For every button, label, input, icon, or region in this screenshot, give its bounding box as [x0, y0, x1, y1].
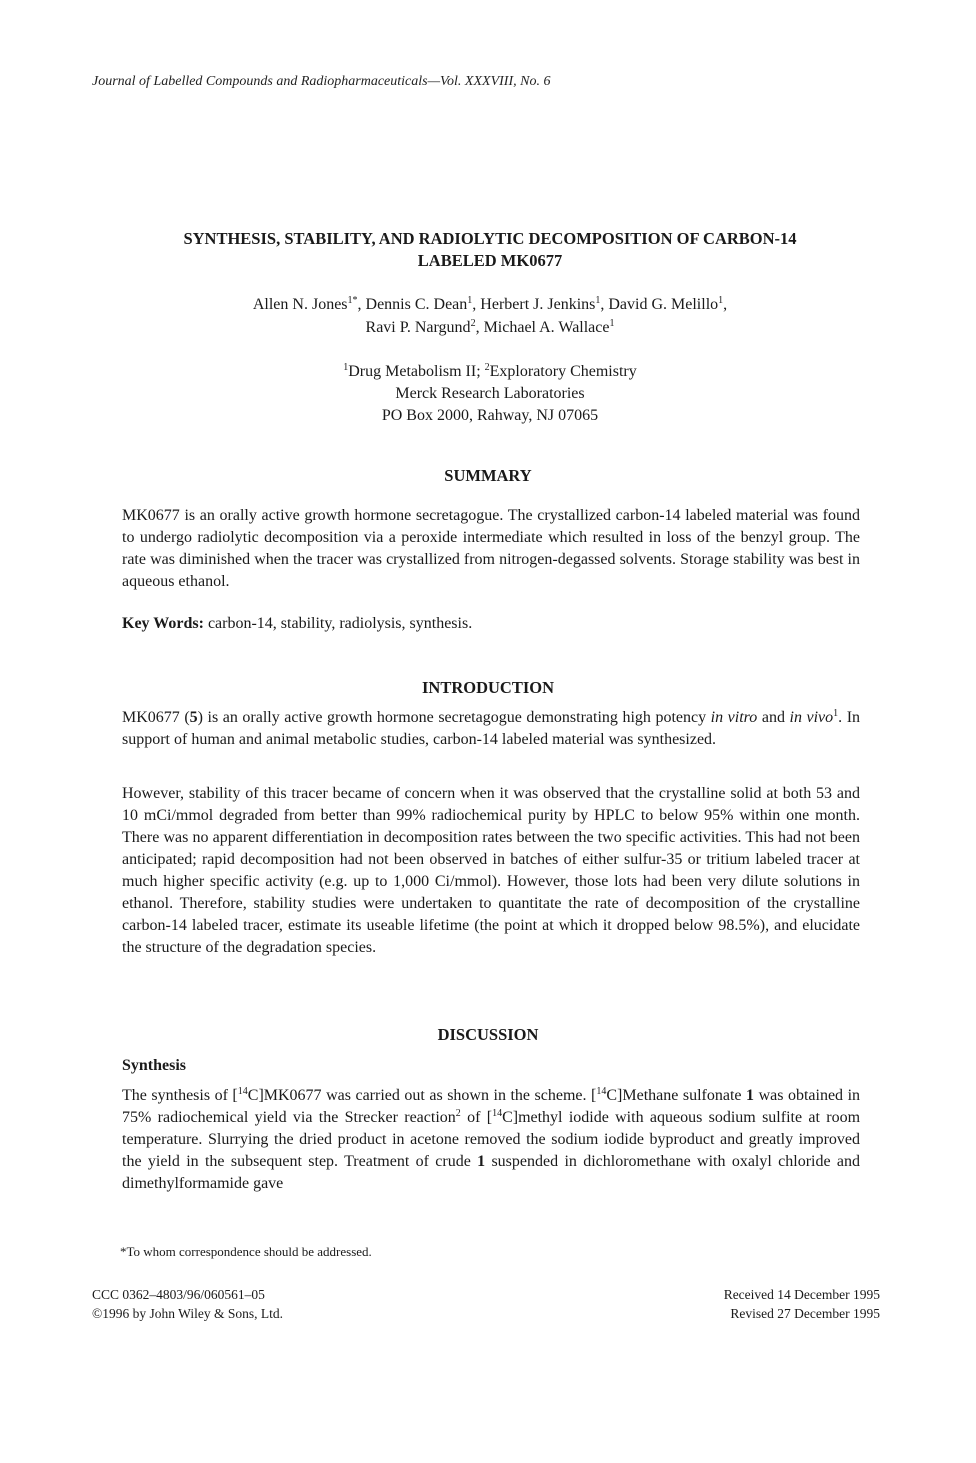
- author-line-1: Allen N. Jones$^{1*}$, Dennis C. Dean$^1$, Herbert J. Jenkins$^1$, David G. Melillo$^1$,: [252, 295, 728, 313]
- keywords-label: Key Words:: [122, 615, 204, 632]
- correspondence-footnote: *To whom correspondence should be addressed.: [120, 1244, 372, 1259]
- author-name: Herbert J. Jenkins: [480, 296, 596, 313]
- footer-right: [724, 1285, 880, 1323]
- author-name: Allen N. Jones: [252, 296, 348, 313]
- author-affiliation-mark: 1: [609, 318, 615, 329]
- author-affiliation-mark: 1: [467, 295, 473, 306]
- author-affiliation-mark: 1: [718, 295, 724, 306]
- running-head: Journal of Labelled Compounds and Radiopharmaceuticals—Vol. XXXVIII, No. 6: [92, 74, 551, 89]
- affiliation-organization: Merck Research Laboratories: [395, 385, 585, 402]
- affiliation-block: [200, 361, 780, 427]
- discussion-heading: DISCUSSION: [437, 1025, 539, 1044]
- synthesis-subheading: Synthesis: [122, 1057, 187, 1074]
- ccc-code: CCC 0362–4803/96/060561–05: [92, 1287, 265, 1302]
- author-line-2: Ravi P. Nargund$^2$, Michael A. Wallace$^1$: [365, 318, 615, 336]
- summary-paragraph: MK0677 is an orally active growth hormone secretagogue. The crystallized carbon-14 labeled material was found to undergo radiolytic decomposition via a peroxide intermediate which resulted in loss of the benzyl group. The rate was diminished when the tracer was crystallized from nitrogen-degassed solvents. Storage stability was best in aqueous ethanol.: [122, 507, 860, 590]
- copyright-line: ©1996 by John Wiley & Sons, Ltd.: [92, 1306, 283, 1321]
- introduction-paragraph-1: MK0677 (5) is an orally active growth hormone secretagogue demonstrating high potency in vitro and in vivo$^1$. In support of human and animal metabolic studies, carbon-14 labeled material was synthesized.: [122, 708, 861, 748]
- summary-heading: SUMMARY: [444, 466, 532, 485]
- author-name: Michael A. Wallace: [483, 319, 610, 336]
- synthesis-paragraph: The synthesis of [$^{14}$C]MK0677 was carried out as shown in the scheme. [$^{14}$C]Methane sulfonate 1 was obtained in 75% radiochemical yield via the Strecker reaction$^2$ of [$^{14}$C]methyl iodide with aqueous sodium sulfite at room temperature. Slurrying the dried product in acetone removed the sodium iodide byproduct and greatly improved the yield in the subsequent step. Treatment of crude 1 suspended in dichloromethane with oxalyl chloride and dimethylformamide gave: [122, 1086, 861, 1192]
- title-line-2: LABELED MK0677: [417, 251, 563, 270]
- introduction-paragraph-2: However, stability of this tracer became of concern when it was observed that the crystalline solid at both 53 and 10 mCi/mmol degraded from better than 99% radiochemical purity by HPLC to below 95% within one month. There was no apparent differentiation in decomposition rates between the two specific activities. This had not been anticipated; rapid decomposition had not been observed in batches of either sulfur-35 or tritium labeled tracer at much higher specific activity (e.g. up to 1,000 Ci/mmol). However, those lots had been very dilute solutions in ethanol. Therefore, stability studies were undertaken to quantitate the rate of decomposition of the crystalline carbon-14 labeled tracer, estimate its useable lifetime (the point at which it dropped below 98.5%), and elucidate the structure of the degradation species.: [122, 785, 860, 956]
- footer-left: [92, 1285, 283, 1323]
- author-name: Dennis C. Dean: [365, 296, 468, 313]
- title-line-1: SYNTHESIS, STABILITY, AND RADIOLYTIC DECOMPOSITION OF CARBON-14: [183, 229, 797, 248]
- author-name: David G. Melillo: [608, 296, 719, 313]
- revised-date: Revised 27 December 1995: [730, 1306, 880, 1321]
- author-name: Ravi P. Nargund: [365, 319, 471, 336]
- received-date: Received 14 December 1995: [723, 1287, 880, 1302]
- author-affiliation-mark: 1*: [347, 295, 358, 306]
- affiliation-departments: $^1$Drug Metabolism II; $^2$Exploratory Chemistry: [343, 362, 637, 380]
- author-affiliation-mark: 1: [595, 295, 601, 306]
- author-list: [150, 293, 830, 339]
- citation-mark: 1: [833, 708, 839, 719]
- article-title: [120, 228, 860, 272]
- affiliation-address: PO Box 2000, Rahway, NJ 07065: [381, 407, 599, 424]
- keywords-list: carbon-14, stability, radiolysis, synthesis.: [203, 615, 473, 632]
- keywords-line: [122, 613, 860, 635]
- introduction-heading: INTRODUCTION: [421, 678, 555, 697]
- author-affiliation-mark: 2: [470, 318, 476, 329]
